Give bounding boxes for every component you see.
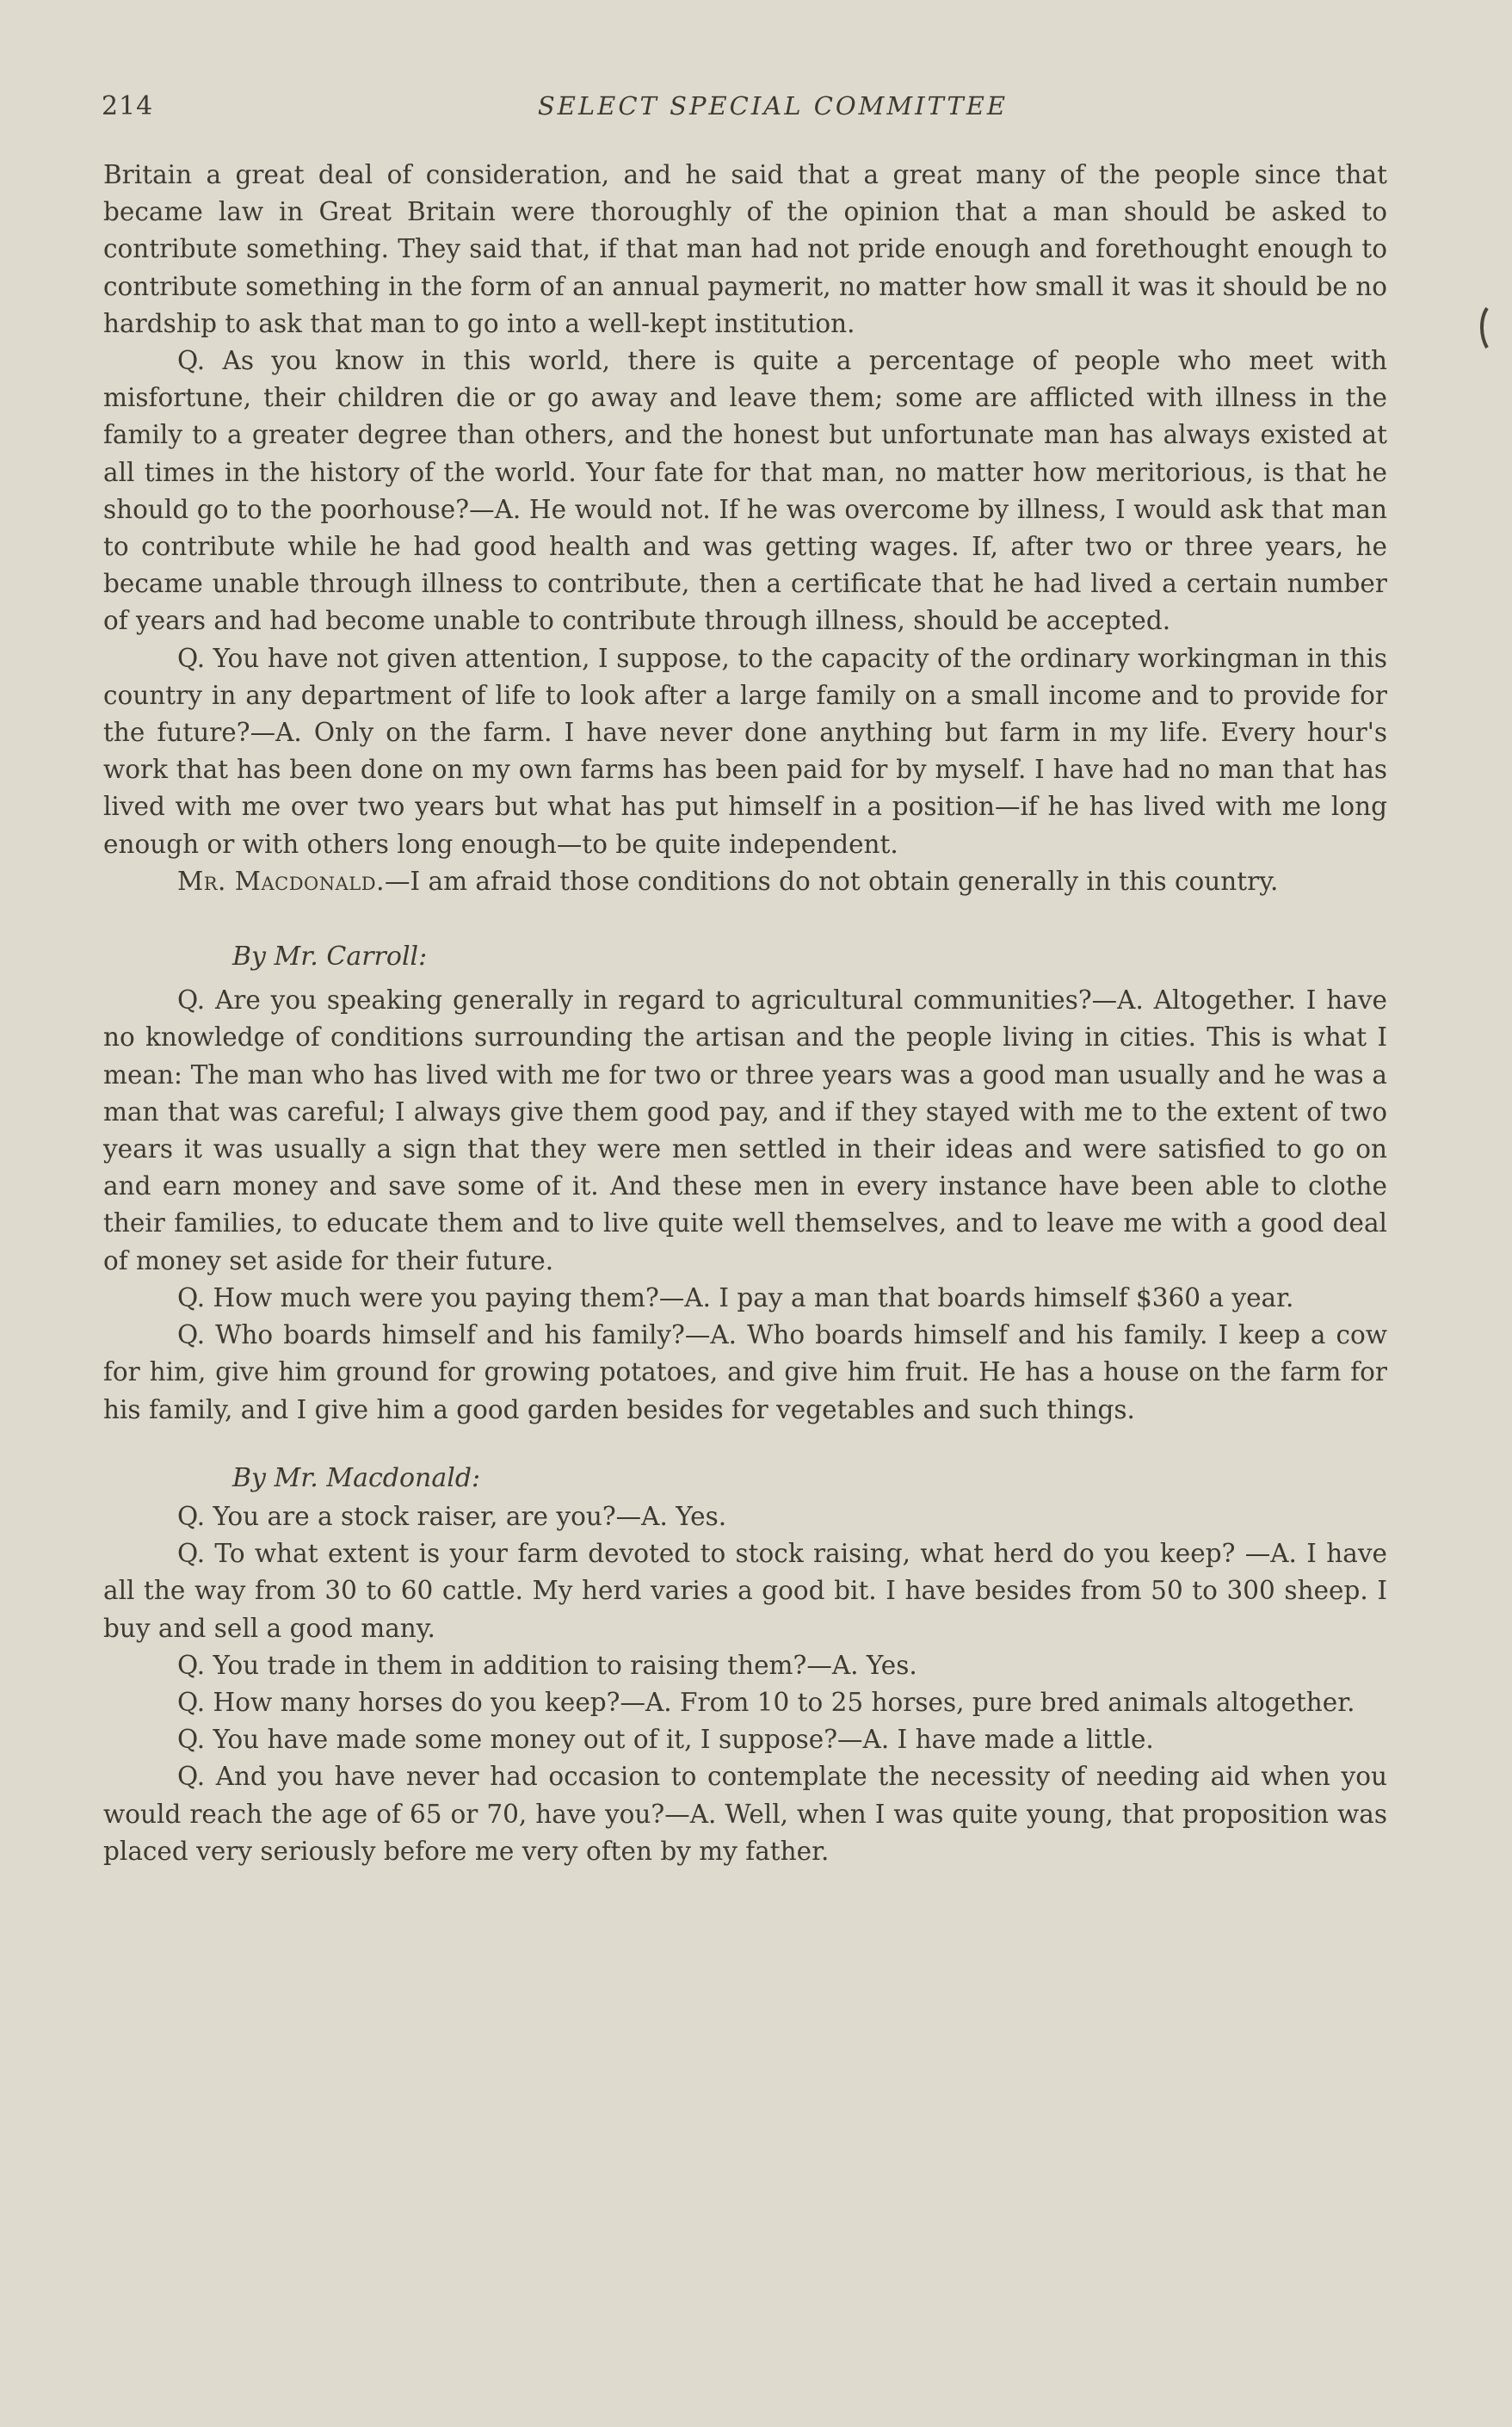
paragraph: Britain a great deal of consideration, and he said that a great many of the people since that became law in Great Britain were thoroughly of the opinion that a man should be asked to contribute something. They said that, if that man had not pride enough and forethought enough to contribute something in the form of an annual paymerit, no matter how small it was it should be no hardship to ask that man to go into a well-kept institution. [103, 160, 1387, 338]
paragraph: Q. Are you speaking generally in regard to agricultural communities?—A. Altogether. I have no knowledge of conditions surrounding the artisan and the people living in cities. This is what I mean: The man who has lived with me for two or three years was a good man usually and he was a man that was careful; I always give them good pay, and if they stayed with me to the extent of two years it was usually a sign that they were men settled in their ideas and were satisfied to go on and earn money and save some of it. And these men in every instance have been able to clothe their families, to educate them and to live quite well themselves, and to leave me with a good deal of money set aside for their future. [103, 985, 1387, 1275]
paragraph: Q. You have not given attention, I suppose, to the capacity of the ordinary workingman in this country in any department of life to look after a large family on a small income and to provide for the future?—A. Only on the farm. I have never done anything but farm in my life. Every hour's work that has been done on my own farms has been paid for by myself. I have had no man that has lived with me over two years but what has put himself in a position—if he has lived with me long enough or with others long enough—to be quite independent. [103, 643, 1387, 859]
speaker-name: Mr. Macdonald. [177, 866, 385, 896]
page-number: 214 [102, 91, 154, 121]
running-head: SELECT SPECIAL COMMITTEE [537, 91, 1009, 120]
examiner-heading: By Mr. Carroll: [232, 942, 428, 973]
paragraph: Q. To what extent is your farm devoted to stock raising, what herd do you keep? —A. I have all the way from 30 to 60 cattle. My herd varies a good bit. I have besides from 50 to 300 sheep. I buy and sell a good many. [103, 1539, 1387, 1643]
paragraph: Q. You have made some money out of it, I suppose?—A. I have made a little. [177, 1725, 1154, 1755]
paragraph: Q. How much were you paying them?—A. I pay a man that boards himself $360 a year. [177, 1282, 1294, 1312]
paragraph [103, 863, 1387, 900]
page-header [102, 91, 1392, 134]
speaker-text: —I am afraid those conditions do not obtain generally in this country. [384, 866, 1279, 896]
page-body [103, 157, 1387, 1870]
paragraph: Q. You trade in them in addition to raising them?—A. Yes. [177, 1650, 917, 1680]
examiner-heading: By Mr. Macdonald: [232, 1462, 481, 1493]
paragraph: Q. You are a stock raiser, are you?—A. Yes. [177, 1501, 727, 1531]
paragraph: Q. And you have never had occasion to contemplate the necessity of needing aid when you would reach the age of 65 or 70, have you?—A. Well, when I was quite young, that proposition was placed very seriously before me very often by my father. [103, 1762, 1387, 1866]
paragraph: Q. As you know in this world, there is quite a percentage of people who meet with misfortune, their children die or go away and leave them; some are afflicted with illness in the family to a greater degree than others, and the honest but unfortunate man has always existed at all times in the history of the world. Your fate for that man, no matter how meritorious, is that he should go to the poorhouse?—A. He would not. If he was overcome by illness, I would ask that man to contribute while he had good health and was getting wages. If, after two or three years, he became unable through illness to contribute, then a certificate that he had lived a certain number of years and had become unable to contribute through illness, should be accepted. [103, 346, 1387, 636]
page-edge-mark [1478, 306, 1490, 349]
paragraph: Q. Who boards himself and his family?—A. Who boards himself and his family. I keep a cow for him, give him ground for growing potatoes, and give him fruit. He has a house on the farm for his family, and I give him a good garden besides for vegetables and such things. [103, 1320, 1387, 1424]
paragraph: Q. How many horses do you keep?—A. From 10 to 25 horses, pure bred animals altogether. [177, 1687, 1355, 1717]
